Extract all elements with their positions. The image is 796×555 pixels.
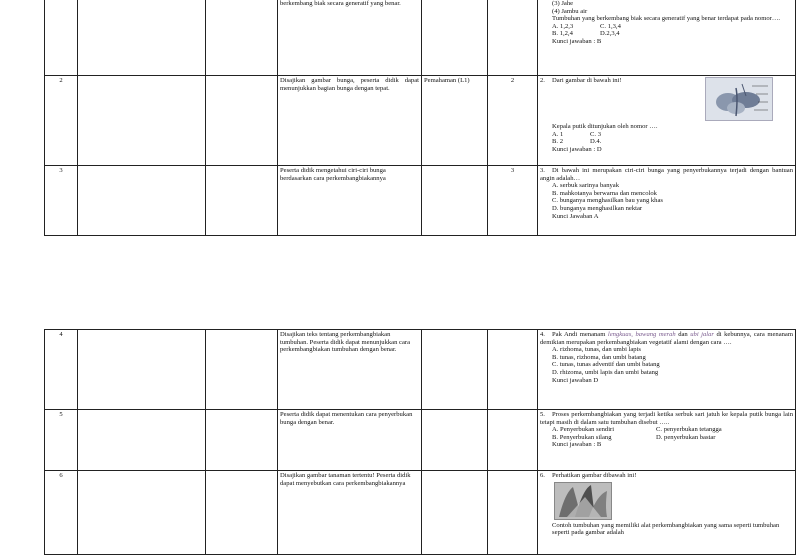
level-cell <box>422 471 488 555</box>
item-line: (4) Jambu air <box>552 7 588 15</box>
plant-photo-image <box>554 482 612 520</box>
table-row <box>45 76 796 166</box>
question-number: 2 <box>488 76 538 166</box>
option: A. rizhoma, tunas, dan umbi lapis <box>552 346 641 354</box>
empty-cell <box>206 410 278 471</box>
table-row <box>45 0 796 76</box>
indicator-cell: Peserta didik mengetahui ciri-ciri bunga berdasarkan cara perkembangbiakannya <box>278 166 422 236</box>
question-cell <box>538 0 796 76</box>
question-number <box>488 410 538 471</box>
row-number: 4 <box>45 330 78 410</box>
empty-cell <box>206 76 278 166</box>
question-text: 4. Pak Andi menanam lengkuas, bawang merah dan ubi jalar di kebunnya, cara menanam demikian merupakan perkembangbiakan vegetatif alami dengan cara …. <box>540 331 793 346</box>
empty-cell <box>206 471 278 555</box>
level-cell <box>422 330 488 410</box>
empty-cell <box>78 471 206 555</box>
answer-key: Kunci jawaban : B <box>552 37 602 45</box>
options-row <box>540 138 793 146</box>
option: D.2,3,4 <box>600 30 620 38</box>
question-text: 5. Proses perkembangbiakan yang terjadi ketika serbuk sari jatuh ke kepala putik bunga lain tetapi masih di dalam satu tumbuhan disebut ….. <box>540 411 793 426</box>
option: D.4. <box>590 138 602 146</box>
level-cell <box>422 166 488 236</box>
question-text: 2. Dari gambar di bawah ini! <box>540 77 622 84</box>
option: A. serbuk sarinya banyak <box>552 182 620 190</box>
option: C. 1,3,4 <box>600 22 621 30</box>
options-row <box>540 30 793 38</box>
question-cell <box>538 330 796 410</box>
empty-cell <box>78 76 206 166</box>
question-cell <box>538 166 796 236</box>
indicator-cell: Disajikan gambar bunga, peserta didik dapat menunjukkan bagian bunga dengan tepat. <box>278 76 422 166</box>
option: B. tunas, rizhoma, dan umbi batang <box>552 353 646 361</box>
option: B. 1,2,4 <box>552 30 573 38</box>
answer-key: Kunci Jawaban A <box>552 212 599 220</box>
question-number <box>488 0 538 76</box>
question-number <box>488 330 538 410</box>
question-number <box>488 471 538 555</box>
answer-key: Kunci jawaban D <box>552 376 599 384</box>
row-number <box>45 0 78 76</box>
question-text: Contoh tumbuhan yang memiliki alat perkembangbiakan yang sama seperti tumbuhan seperti pada gambar adalah <box>552 521 780 537</box>
option: B. Penyerbukan silang <box>552 433 612 441</box>
row-number: 3 <box>45 166 78 236</box>
table-row <box>45 330 796 410</box>
empty-cell <box>78 410 206 471</box>
answer-key: Kunci jawaban : B <box>552 441 602 449</box>
option: A. 1 <box>552 130 564 138</box>
question-number: 3 <box>488 166 538 236</box>
table-row <box>45 471 796 555</box>
table-row <box>45 166 796 236</box>
indicator-cell: berkembang biak secara generatif yang benar. <box>278 0 422 76</box>
item-line: (3) Jahe <box>552 0 574 7</box>
indicator-cell: Peserta didik dapat menentukan cara penyerbukan bunga dengan benar. <box>278 410 422 471</box>
answer-key: Kunci jawaban : D <box>552 145 602 153</box>
table-row <box>45 410 796 471</box>
question-cell <box>538 410 796 471</box>
option: B. 2 <box>552 138 563 146</box>
option: D. penyerbukan bastar <box>656 433 716 441</box>
level-cell <box>422 410 488 471</box>
option: A. 1,2,3 <box>552 22 574 30</box>
row-number: 5 <box>45 410 78 471</box>
empty-cell <box>206 0 278 76</box>
row-number: 2 <box>45 76 78 166</box>
option: A. Penyerbukan sendiri <box>552 426 615 434</box>
question-text: 3. Di bawah ini merupakan ciri-ciri bunga yang penyerbukannya terjadi dengan bantuan angin adalah… <box>540 167 793 182</box>
empty-cell <box>206 330 278 410</box>
empty-cell <box>78 166 206 236</box>
flower-diagram-image <box>705 77 773 121</box>
option: C. penyerbukan tetangga <box>656 426 722 434</box>
bottom-table <box>44 329 796 555</box>
indicator-cell: Disajikan gambar tanaman tertentu! Peserta didik dapat menyebutkan cara perkembangbiakannya <box>278 471 422 555</box>
level-cell <box>422 0 488 76</box>
empty-cell <box>206 166 278 236</box>
option: B. mahkotanya berwarna dan mencolok <box>552 189 657 197</box>
level-cell: Pemahaman (L1) <box>422 76 488 166</box>
question-text: 6. Perhatikan gambar dibawah ini! <box>540 472 637 479</box>
options-row <box>540 434 793 442</box>
option: C. 3 <box>590 130 601 138</box>
empty-cell <box>78 330 206 410</box>
question-cell <box>538 76 796 166</box>
options-row <box>540 131 793 139</box>
options-row <box>540 23 793 31</box>
option: D. rhizoma, umbi lapis dan umbi batang <box>552 368 659 376</box>
question-text: Tumbuhan yang berkembang biak secara generatif yang benar terdapat pada nomor…. <box>552 15 781 23</box>
question-text: Kepala putik ditunjukan oleh nomor …. <box>552 123 658 130</box>
options-row <box>540 426 793 434</box>
option: C. bunganya menghasilkan bau yang khas <box>552 197 663 205</box>
row-number: 6 <box>45 471 78 555</box>
option: D. bunganya menghasilkan nektar <box>552 204 643 212</box>
empty-cell <box>78 0 206 76</box>
top-table <box>44 0 796 236</box>
question-cell <box>538 471 796 555</box>
indicator-cell: Disajikan teks tentang perkembangbiakan tumbuhan. Peserta didik dapat menunjukkan cara perkembangbiakan tumbuhan dengan benar. <box>278 330 422 410</box>
option: C. tunas, tunas adventif dan umbi batang <box>552 361 660 369</box>
